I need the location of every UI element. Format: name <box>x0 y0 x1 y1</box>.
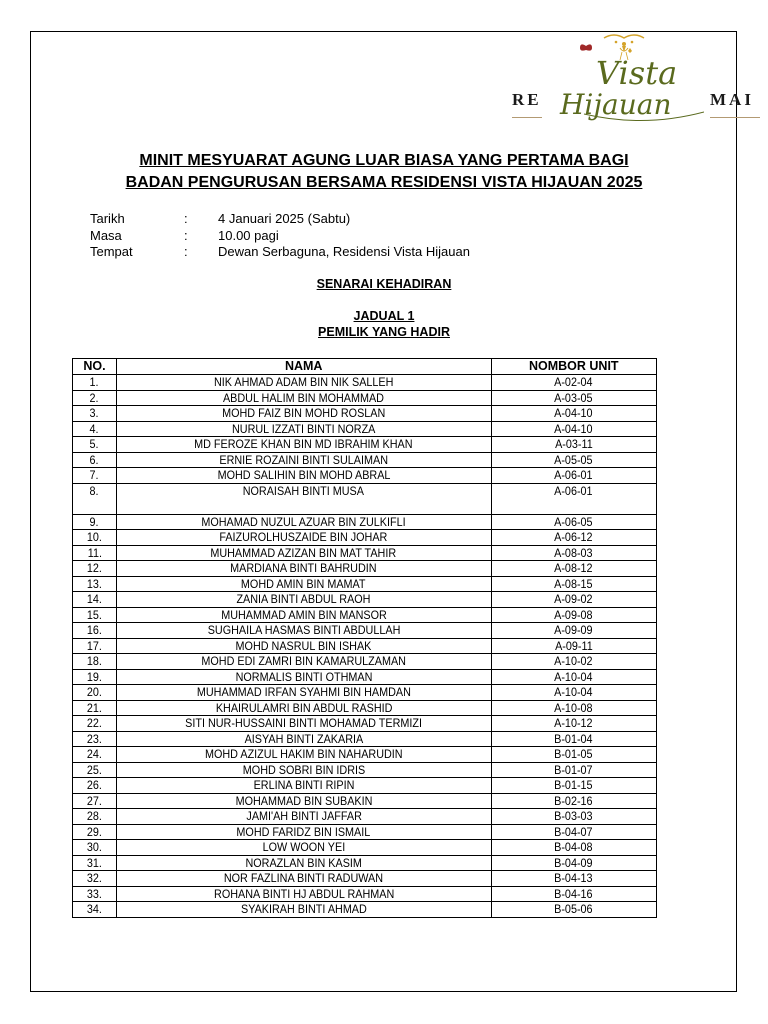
cell-unit <box>491 406 656 422</box>
cell-unit <box>491 576 656 592</box>
cell-no-text: 33. <box>86 886 102 901</box>
cell-nama <box>116 375 491 391</box>
header-unit: NOMBOR UNIT <box>491 359 656 375</box>
table-row <box>73 669 657 685</box>
cell-nama-text: ERLINA BINTI RIPIN <box>253 778 355 792</box>
cell-nama-text: MOHAMMAD BIN SUBAKIN <box>235 793 373 808</box>
cell-no-text: 12. <box>86 561 102 575</box>
table-row <box>73 731 657 747</box>
cell-no <box>73 607 117 623</box>
cell-no-text: 32. <box>86 871 102 885</box>
cell-no <box>73 716 117 732</box>
cell-nama-text: MUHAMMAD AZIZAN BIN MAT TAHIR <box>210 545 397 560</box>
cell-unit <box>491 809 656 825</box>
cell-unit-text: A-09-02 <box>554 592 593 606</box>
cell-nama-text: SUGHAILA HASMAS BINTI ABDULLAH <box>207 623 401 637</box>
attendance-table <box>72 358 657 918</box>
table-row <box>73 685 657 701</box>
meta-label: Tarikh <box>90 211 125 226</box>
logo-hijauan-text: Hijauan <box>560 88 672 121</box>
cell-unit <box>491 778 656 794</box>
cell-no-text: 1. <box>89 375 99 389</box>
cell-no-text: 17. <box>86 638 102 653</box>
cell-unit-text: B-04-09 <box>554 855 593 870</box>
cell-nama <box>116 824 491 840</box>
cell-unit-text: B-01-15 <box>554 778 593 792</box>
cell-no <box>73 747 117 763</box>
cell-unit-text: A-06-05 <box>554 514 593 529</box>
cell-unit-text: A-09-09 <box>554 623 593 637</box>
cell-nama <box>116 592 491 608</box>
cell-no <box>73 762 117 778</box>
cell-no <box>73 452 117 468</box>
table-row <box>73 902 657 918</box>
cell-unit-text: A-09-11 <box>554 638 593 653</box>
cell-no <box>73 545 117 561</box>
cell-unit-text: B-04-08 <box>554 840 593 854</box>
cell-nama-text: MUHAMMAD AMIN BIN MANSOR <box>220 607 387 622</box>
logo-rule-right <box>710 117 760 118</box>
cell-nama <box>116 886 491 902</box>
table-row <box>73 809 657 825</box>
cell-no <box>73 669 117 685</box>
cell-no <box>73 483 117 514</box>
cell-nama-text: MARDIANA BINTI BAHRUDIN <box>230 561 377 575</box>
table-row <box>73 545 657 561</box>
cell-unit-text: A-05-05 <box>554 452 593 467</box>
cell-no <box>73 406 117 422</box>
table-row <box>73 576 657 592</box>
cell-no <box>73 871 117 887</box>
cell-unit <box>491 747 656 763</box>
cell-no-text: 22. <box>86 716 102 730</box>
cell-no-text: 31. <box>86 855 102 870</box>
cell-unit-text: B-01-07 <box>554 762 593 777</box>
table-row <box>73 514 657 530</box>
cell-nama-text: MUHAMMAD IRFAN SYAHMI BIN HAMDAN <box>196 685 411 699</box>
cell-nama-text: SYAKIRAH BINTI AHMAD <box>240 902 367 916</box>
document-title-line2: BADAN PENGURUSAN BERSAMA RESIDENSI VISTA HIJAUAN 2025 <box>125 174 643 191</box>
table-row <box>73 747 657 763</box>
cell-nama-text: NORMALIS BINTI OTHMAN <box>235 669 373 684</box>
cell-no <box>73 375 117 391</box>
cell-nama <box>116 421 491 437</box>
cell-no <box>73 700 117 716</box>
logo-text-right: MAI <box>710 90 754 109</box>
table-row <box>73 762 657 778</box>
cell-no <box>73 793 117 809</box>
cell-nama-text: LOW WOON YEI <box>262 840 346 854</box>
cell-nama <box>116 716 491 732</box>
cell-nama <box>116 747 491 763</box>
cell-no <box>73 731 117 747</box>
cell-unit <box>491 514 656 530</box>
cell-no <box>73 468 117 484</box>
cell-nama <box>116 793 491 809</box>
cell-no-text: 14. <box>86 592 102 606</box>
cell-nama-text: MOHAMAD NUZUL AZUAR BIN ZULKIFLI <box>201 514 406 529</box>
cell-nama <box>116 638 491 654</box>
cell-nama <box>116 576 491 592</box>
cell-no-text: 13. <box>86 576 102 591</box>
cell-unit <box>491 530 656 546</box>
cell-nama-text: SITI NUR-HUSSAINI BINTI MOHAMAD TERMIZI <box>185 716 423 730</box>
cell-nama <box>116 530 491 546</box>
cell-no <box>73 778 117 794</box>
logo-rule-left <box>512 117 542 118</box>
cell-nama <box>116 855 491 871</box>
cell-unit <box>491 886 656 902</box>
table-row <box>73 638 657 654</box>
cell-nama-text: ERNIE ROZAINI BINTI SULAIMAN <box>219 452 389 467</box>
cell-no-text: 25. <box>86 762 102 777</box>
table-row <box>73 716 657 732</box>
cell-unit <box>491 762 656 778</box>
cell-unit <box>491 437 656 453</box>
table-row <box>73 793 657 809</box>
table-row <box>73 375 657 391</box>
cell-nama <box>116 669 491 685</box>
header-nama: NAMA <box>116 359 491 375</box>
cell-nama-text: NOR FAZLINA BINTI RADUWAN <box>224 871 384 885</box>
cell-nama <box>116 623 491 639</box>
cell-nama-text: MOHD SOBRI BIN IDRIS <box>242 762 365 777</box>
cell-nama <box>116 731 491 747</box>
cell-no-text: 4. <box>89 421 99 436</box>
cell-unit-text: B-04-13 <box>554 871 593 885</box>
cell-unit-text: A-10-04 <box>554 685 593 699</box>
table-row <box>73 437 657 453</box>
cell-no <box>73 576 117 592</box>
cell-nama <box>116 685 491 701</box>
butterfly-icon <box>580 44 592 50</box>
table-row <box>73 840 657 856</box>
document-title-line1: MINIT MESYUARAT AGUNG LUAR BIASA YANG PERTAMA BAGI <box>139 152 629 169</box>
cell-nama <box>116 762 491 778</box>
cell-no-text: 28. <box>86 809 102 823</box>
cell-no <box>73 855 117 871</box>
cell-unit <box>491 375 656 391</box>
cell-no-text: 26. <box>86 778 102 792</box>
cell-unit-text: B-01-04 <box>554 731 593 746</box>
cell-no-text: 9. <box>89 514 99 529</box>
cell-no <box>73 824 117 840</box>
cell-unit <box>491 840 656 856</box>
cell-no-text: 20. <box>86 685 102 699</box>
cell-unit <box>491 731 656 747</box>
cell-no-text: 3. <box>89 406 99 420</box>
cell-unit <box>491 592 656 608</box>
table-heading-line2: PEMILIK YANG HADIR <box>318 325 450 339</box>
meta-value: 10.00 pagi <box>218 228 279 243</box>
cell-no-text: 27. <box>86 793 102 808</box>
section-heading: SENARAI KEHADIRAN <box>316 277 452 291</box>
cell-nama <box>116 452 491 468</box>
cell-nama <box>116 840 491 856</box>
cell-nama-text: ZANIA BINTI ABDUL RAOH <box>236 592 371 606</box>
cell-unit <box>491 654 656 670</box>
cell-nama-text: NURUL IZZATI BINTI NORZA <box>232 421 376 436</box>
cell-unit-text: B-02-16 <box>554 793 593 808</box>
cell-nama <box>116 654 491 670</box>
cell-nama-text: MOHD SALIHIN BIN MOHD ABRAL <box>217 468 391 482</box>
table-row <box>73 824 657 840</box>
logo-text-left: RE <box>512 90 542 109</box>
cell-no-text: 15. <box>86 607 102 622</box>
table-row <box>73 390 657 406</box>
cell-nama <box>116 778 491 794</box>
meta-label: Masa <box>90 228 122 243</box>
meta-value: 4 Januari 2025 (Sabtu) <box>218 211 351 226</box>
meta-label: Tempat <box>90 244 133 259</box>
cell-no-text: 5. <box>89 437 99 451</box>
table-row <box>73 623 657 639</box>
cell-nama-text: MOHD NASRUL BIN ISHAK <box>235 638 372 653</box>
cell-nama-text: AISYAH BINTI ZAKARIA <box>244 731 364 746</box>
table-row <box>73 778 657 794</box>
table-row <box>73 530 657 546</box>
table-header-row <box>73 359 657 375</box>
cell-nama-text: MOHD AMIN BIN MAMAT <box>241 576 367 591</box>
table-row <box>73 700 657 716</box>
cell-no <box>73 840 117 856</box>
cell-no <box>73 638 117 654</box>
logo-vista-text: Vista <box>596 54 678 92</box>
cell-nama-text: NORAISAH BINTI MUSA <box>243 483 365 498</box>
cell-no <box>73 886 117 902</box>
cell-unit-text: B-05-06 <box>554 902 593 916</box>
cell-unit-text: A-10-12 <box>554 716 593 730</box>
cell-no-text: 24. <box>86 747 102 761</box>
table-row <box>73 561 657 577</box>
meta-value: Dewan Serbaguna, Residensi Vista Hijauan <box>218 244 470 259</box>
cell-unit-text: A-06-12 <box>554 530 593 544</box>
cell-nama <box>116 607 491 623</box>
cell-unit-text: A-04-10 <box>554 421 593 436</box>
header-no: NO. <box>73 359 117 375</box>
cell-unit-text: A-04-10 <box>554 406 593 420</box>
cell-unit-text: A-02-04 <box>554 375 593 389</box>
cell-no-text: 21. <box>86 700 102 715</box>
cell-nama-text: JAMI'AH BINTI JAFFAR <box>245 809 362 823</box>
cell-no <box>73 514 117 530</box>
table-row <box>73 452 657 468</box>
cell-unit <box>491 902 656 918</box>
cell-unit-text: B-03-03 <box>554 809 593 823</box>
cell-nama-text: MOHD FARIDZ BIN ISMAIL <box>236 824 371 839</box>
vista-hijauan-logo <box>544 32 704 132</box>
cell-no <box>73 390 117 406</box>
cell-nama <box>116 902 491 918</box>
cell-nama <box>116 514 491 530</box>
cell-unit <box>491 452 656 468</box>
cell-nama <box>116 468 491 484</box>
cell-nama <box>116 809 491 825</box>
cell-no <box>73 902 117 918</box>
cell-unit <box>491 685 656 701</box>
cell-nama-text: ABDUL HALIM BIN MOHAMMAD <box>223 390 385 405</box>
cell-no <box>73 592 117 608</box>
cell-no <box>73 685 117 701</box>
cell-nama-text: MOHD FAIZ BIN MOHD ROSLAN <box>222 406 386 420</box>
table-row <box>73 406 657 422</box>
cell-no <box>73 421 117 437</box>
cell-nama-text: NIK AHMAD ADAM BIN NIK SALLEH <box>213 375 394 389</box>
cell-no-text: 18. <box>86 654 102 668</box>
cell-unit <box>491 700 656 716</box>
cell-unit <box>491 793 656 809</box>
cell-no-text: 19. <box>86 669 102 684</box>
cell-unit-text: A-08-12 <box>554 561 593 575</box>
cell-nama-text: KHAIRULAMRI BIN ABDUL RASHID <box>215 700 393 715</box>
cell-unit-text: A-10-02 <box>554 654 593 668</box>
cell-no <box>73 437 117 453</box>
cell-nama <box>116 545 491 561</box>
cell-unit <box>491 623 656 639</box>
cell-unit-text: B-04-07 <box>554 824 593 839</box>
cell-unit-text: A-03-11 <box>554 437 593 451</box>
cell-unit <box>491 390 656 406</box>
cell-unit <box>491 468 656 484</box>
cell-no <box>73 654 117 670</box>
cell-nama <box>116 406 491 422</box>
cell-no-text: 8. <box>89 483 99 498</box>
cell-unit-text: A-09-08 <box>554 607 593 622</box>
cell-nama <box>116 437 491 453</box>
cell-unit-text: B-04-16 <box>554 886 593 901</box>
cell-unit <box>491 561 656 577</box>
cell-unit-text: A-06-01 <box>554 483 593 498</box>
cell-unit-text: B-01-05 <box>554 747 593 761</box>
cell-nama-text: MD FEROZE KHAN BIN MD IBRAHIM KHAN <box>194 437 413 451</box>
cell-no-text: 29. <box>86 824 102 839</box>
meta-colon: : <box>184 244 188 259</box>
cell-unit <box>491 638 656 654</box>
cell-unit-text: A-08-03 <box>554 545 593 560</box>
table-row <box>73 886 657 902</box>
cell-nama <box>116 390 491 406</box>
cell-unit-text: A-06-01 <box>554 468 593 482</box>
cell-no-text: 2. <box>89 390 99 405</box>
cell-no <box>73 530 117 546</box>
cell-nama-text: NORAZLAN BIN KASIM <box>245 855 362 870</box>
cell-unit-text: A-08-15 <box>554 576 593 591</box>
cell-no-text: 34. <box>86 902 102 916</box>
cell-no <box>73 809 117 825</box>
cell-no-text: 10. <box>86 530 102 544</box>
cell-nama-text: ROHANA BINTI HJ ABDUL RAHMAN <box>213 886 394 901</box>
cell-no <box>73 623 117 639</box>
cell-nama-text: FAIZUROLHUSZAIDE BIN JOHAR <box>219 530 388 544</box>
cell-unit <box>491 824 656 840</box>
meta-colon: : <box>184 211 188 226</box>
table-row <box>73 421 657 437</box>
cell-nama <box>116 871 491 887</box>
cell-no-text: 16. <box>86 623 102 637</box>
cell-no <box>73 561 117 577</box>
meta-colon: : <box>184 228 188 243</box>
cell-nama-text: MOHD AZIZUL HAKIM BIN NAHARUDIN <box>204 747 403 761</box>
table-row <box>73 483 657 514</box>
cell-nama-text: MOHD EDI ZAMRI BIN KAMARULZAMAN <box>201 654 407 668</box>
table-row <box>73 654 657 670</box>
table-heading-line1: JADUAL 1 <box>353 309 415 323</box>
table-row <box>73 468 657 484</box>
cell-no-text: 23. <box>86 731 102 746</box>
cell-unit-text: A-03-05 <box>554 390 593 405</box>
cell-unit <box>491 545 656 561</box>
cell-unit <box>491 421 656 437</box>
table-row <box>73 855 657 871</box>
cell-no-text: 7. <box>89 468 99 482</box>
cell-no-text: 11. <box>87 545 102 560</box>
cell-no-text: 30. <box>86 840 102 854</box>
cell-unit <box>491 669 656 685</box>
cell-nama <box>116 700 491 716</box>
cell-no-text: 6. <box>89 452 99 467</box>
cell-unit <box>491 483 656 514</box>
table-row <box>73 871 657 887</box>
cell-unit <box>491 607 656 623</box>
table-row <box>73 592 657 608</box>
cell-unit-text: A-10-08 <box>554 700 593 715</box>
cell-nama <box>116 561 491 577</box>
cell-unit <box>491 871 656 887</box>
cell-unit-text: A-10-04 <box>554 669 593 684</box>
table-row <box>73 607 657 623</box>
cell-nama <box>116 483 491 514</box>
cell-unit <box>491 716 656 732</box>
cell-unit <box>491 855 656 871</box>
